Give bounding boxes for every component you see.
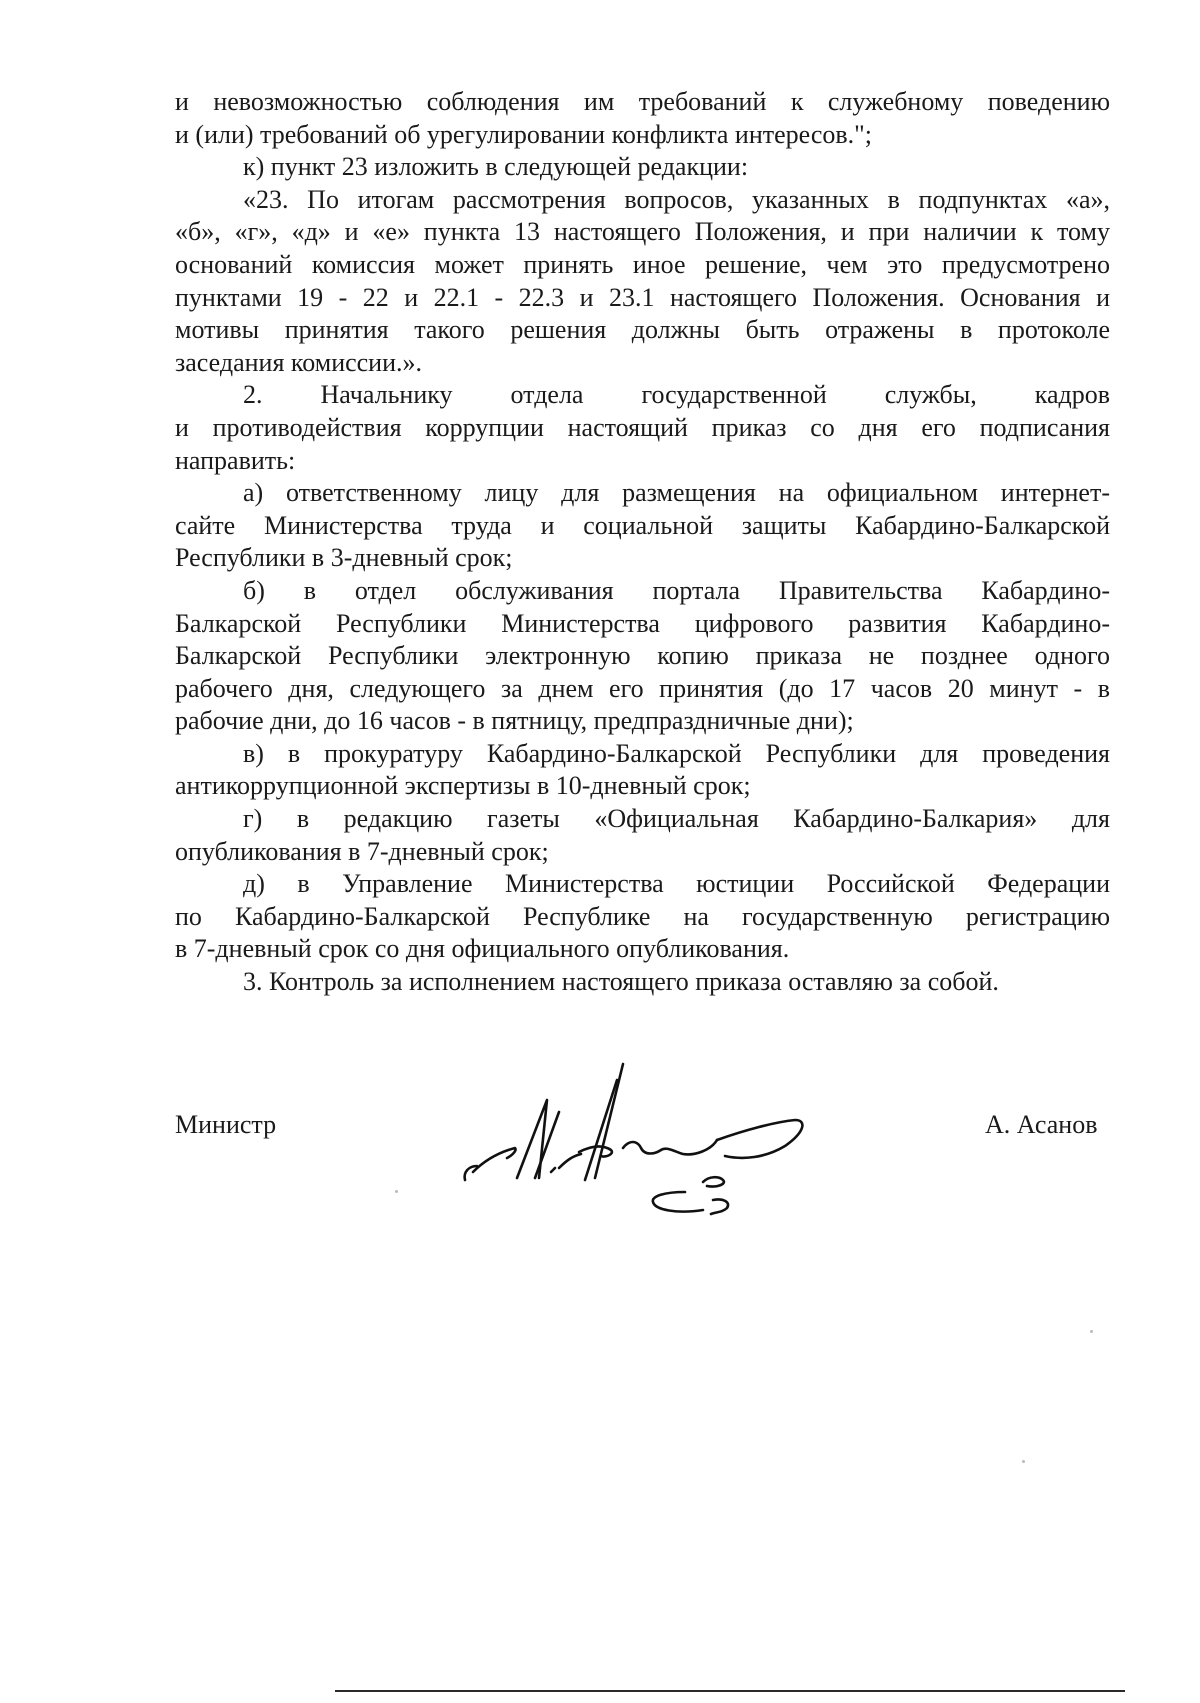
text-line: 3. Контроль за исполнением настоящего приказа оставляю за собой. bbox=[243, 967, 999, 997]
text-line: а) ответственному лицу для размещения на официальном интернет- bbox=[243, 478, 1110, 508]
text-line: к) пункт 23 изложить в следующей редакции: bbox=[243, 152, 749, 182]
text-line: рабочие дни, до 16 часов - в пятницу, предпраздничные дни); bbox=[175, 706, 854, 736]
text-line: и противодействия коррупции настоящий приказ со дня его подписания bbox=[175, 412, 1110, 442]
scan-speck bbox=[1022, 1460, 1025, 1463]
scan-edge-line bbox=[335, 1690, 1125, 1692]
text-line: и (или) требований об урегулировании конфликта интересов."; bbox=[175, 119, 872, 149]
text-line: Республики в 3-дневный срок; bbox=[175, 543, 513, 573]
text-line: направить: bbox=[175, 445, 296, 475]
text-line: опубликования в 7-дневный срок; bbox=[175, 836, 549, 866]
text-line: 2. Начальнику отдела государственной службы, кадров bbox=[243, 380, 1110, 410]
text-line: д) в Управление Министерства юстиции Российской Федерации bbox=[243, 869, 1110, 899]
signatory-title: Министр bbox=[175, 1110, 277, 1139]
text-line: оснований комиссия может принять иное решение, чем это предусмотрено bbox=[175, 249, 1110, 279]
text-line: «б», «г», «д» и «е» пункта 13 настоящего Положения, и при наличии к тому bbox=[175, 217, 1110, 247]
text-line: антикоррупционной экспертизы в 10-дневный срок; bbox=[175, 771, 751, 801]
signatory-name: А. Асанов bbox=[985, 1110, 1098, 1139]
text-line: пунктами 19 - 22 и 22.1 - 22.3 и 23.1 настоящего Положения. Основания и bbox=[175, 282, 1110, 312]
text-line: в) в прокуратуру Кабардино-Балкарской Республики для проведения bbox=[243, 738, 1110, 768]
text-line: сайте Министерства труда и социальной защиты Кабардино-Балкарской bbox=[175, 510, 1110, 540]
text-line: б) в отдел обслуживания портала Правительства Кабардино- bbox=[243, 575, 1110, 605]
scan-speck bbox=[395, 1190, 398, 1193]
scan-speck bbox=[1090, 1330, 1093, 1333]
text-line: мотивы принятия такого решения должны быть отражены в протоколе bbox=[175, 315, 1110, 345]
text-line: заседания комиссии.». bbox=[175, 347, 423, 377]
text-line: в 7-дневный срок со дня официального опубликования. bbox=[175, 934, 790, 964]
text-line: по Кабардино-Балкарской Республике на государственную регистрацию bbox=[175, 901, 1110, 931]
text-line: Балкарской Республики Министерства цифрового развития Кабардино- bbox=[175, 608, 1110, 638]
handwritten-signature bbox=[455, 1060, 855, 1230]
text-line: Балкарской Республики электронную копию приказа не позднее одного bbox=[175, 641, 1110, 671]
text-line: и невозможностью соблюдения им требований к служебному поведению bbox=[175, 87, 1110, 116]
text-line: г) в редакцию газеты «Официальная Кабардино-Балкария» для bbox=[243, 804, 1110, 834]
document-body bbox=[175, 86, 1110, 999]
text-line: «23. По итогам рассмотрения вопросов, указанных в подпунктах «а», bbox=[243, 184, 1110, 214]
text-line: рабочего дня, следующего за днем его принятия (до 17 часов 20 минут - в bbox=[175, 673, 1110, 703]
